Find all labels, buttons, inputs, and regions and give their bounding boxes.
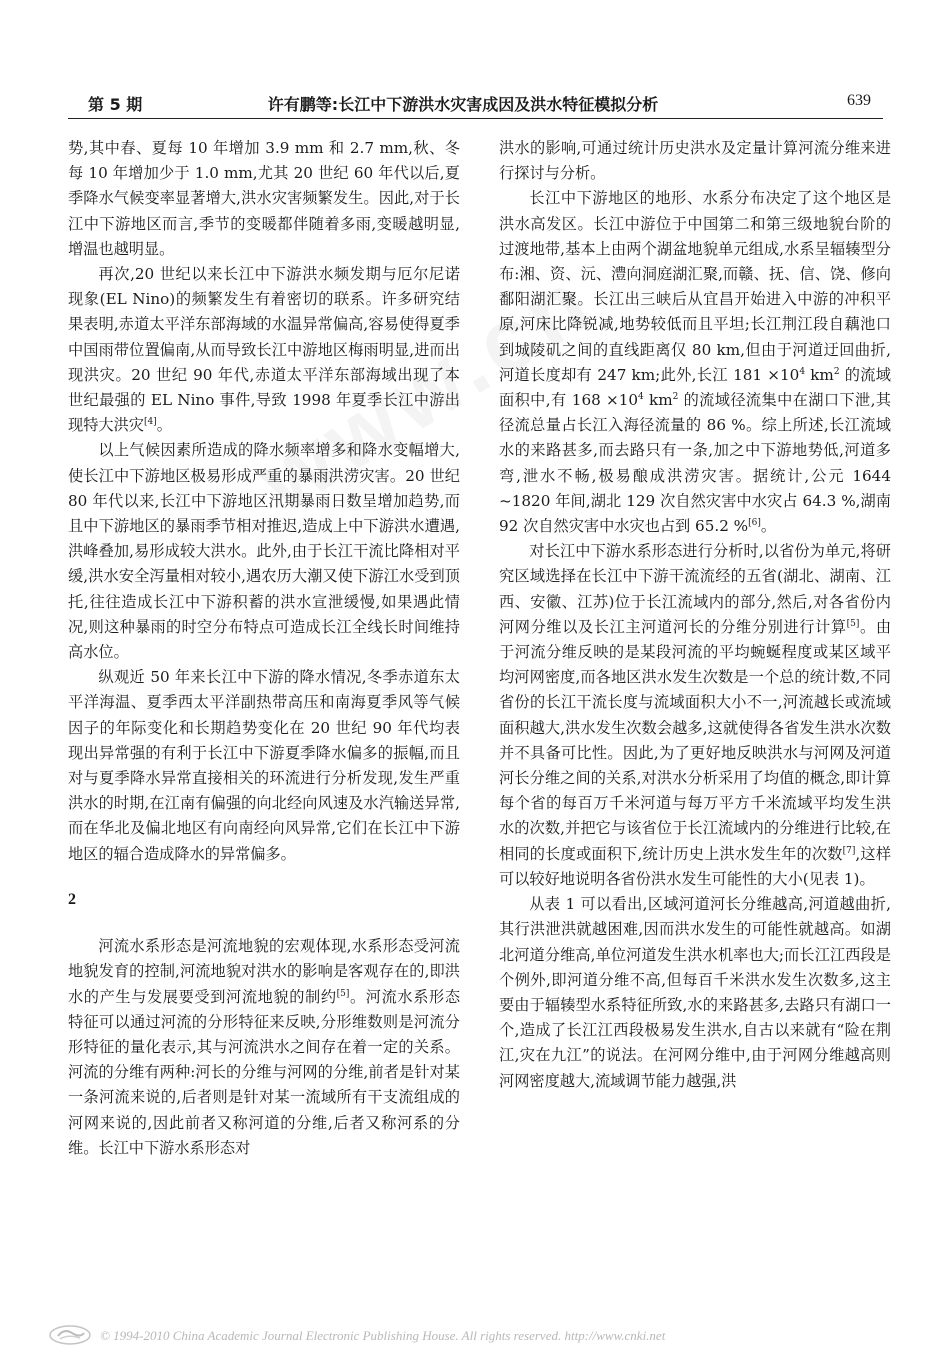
paragraph (499, 186, 891, 539)
paragraph (68, 934, 460, 1161)
paragraph-text: 河流水系形态是河流地貌的宏观体现,水系形态受河流地貌发育的控制,河流地貌对洪水的影响是客观存在的,即洪水的产生与发展要受到河流地貌的制约 (68, 937, 460, 1006)
superscript: 4 (799, 366, 806, 377)
right-column (499, 136, 891, 1094)
paragraph-text: km (805, 365, 834, 384)
header-rule (68, 118, 883, 119)
paragraph (499, 539, 891, 892)
citation-link[interactable]: [7] (842, 845, 856, 856)
paragraph-text: km (643, 391, 673, 410)
section-heading: 2 (68, 890, 76, 908)
paragraph: 势,其中春、夏每 10 年增加 3.9 mm 和 2.7 mm,秋、冬每 10 年增加少于 1.0 mm,尤其 20 世纪 60 年代以后,夏季降水气候变率显著增大,洪水灾害频繁发生。因此,对于长江中下游地区而言,季节的变暖都伴随着多雨,变暖越明显,增温也越明显。 (68, 139, 460, 258)
citation-link[interactable]: [5] (336, 988, 350, 999)
paragraph-text: 的流域径流集中在湖口下泄,其径流总量占长江入海径流量的 86 %。综上所述,长江流域水的来路甚多,而去路只有一条,加之中下游地势低,河道多弯,泄水不畅,极易酿成洪涝灾害。据统计,公元 1644 ~1820 年间,湖北 129 次自然灾害中水灾占 64.3 %,湖南 92 次自然灾害中水灾也占到 65.2 % (499, 391, 892, 536)
paragraph-text: 。 (156, 416, 172, 435)
paragraph: 从表 1 可以看出,区域河道河长分维越高,河道越曲折,其行洪泄洪就越困难,因而洪水发生的可能性就越高。如湖北河道分维高,单位河道发生洪水机率也大;而长江江西段是个例外,即河道分维不高,但每百千米洪水发生次数多,这主要由于辐辏型水系特征所致,水的来路甚多,去路只有湖口一个,造成了长江江西段极易发生洪水,自古以来就有“险在荆江,灾在九江”的说法。在河网分维中,由于河网分维越高则河网密度越大,流域调节能力越强,洪 (499, 895, 891, 1090)
page-header (68, 90, 883, 116)
paragraph: 以上气候因素所造成的降水频率增多和降水变幅增大,使长江中下游地区极易形成严重的暴雨洪涝灾害。20 世纪 80 年代以来,长江中下游地区汛期暴雨日数呈增加趋势,而且中下游地区的暴雨季节相对推迟,造成上中下游洪水遭遇,洪峰叠加,易形成较大洪水。此外,由于长江干流比降相对平缓,洪水安全泻量相对较小,遇农历大潮又使下游江水受到顶托,往往造成长江中下游积蓄的洪水宣泄缓慢,如果遇此情况,则这种暴雨的时空分布特点可造成长江全线长时间维持高水位。 (68, 441, 460, 662)
citation-link[interactable]: [5] (846, 618, 860, 629)
paragraph-text: 的流域面积中,有 168 ×10 (499, 365, 891, 410)
citation-link[interactable]: [4] (143, 417, 157, 428)
page-number: 639 (847, 92, 871, 109)
paragraph: 纵观近 50 年来长江中下游的降水情况,冬季赤道东太平洋海温、夏季西太平洋副热带高压和南海夏季风等气候因子的年际变化和长期趋势变化在 20 世纪 90 年代均表现出异常强的有利于长江中下游夏季降水偏多的振幅,而且对与夏季降水异常直接相关的环流进行分析发现,发生严重洪水的时期,在江南有偏强的向北经向风速及水汽输送异常,而在华北及偏北地区有向南经向风异常,它们在长江中下游地区的辐合造成降水的异常偏多。 (68, 668, 460, 863)
superscript: 2 (672, 391, 679, 402)
citation-link[interactable]: [6] (748, 517, 761, 528)
paragraph-text: 。河流水系形态特征可以通过河流的分形特征来反映,分形维数则是河流分形特征的量化表示,其与河流洪水之间存在着一定的关系。河流的分维有两种:河长的分维与河网的分维,前者是针对某一条河流来说的,后者则是针对某一流域所有干支流组成的河网来说的,因此前者又称河道的分维,后者又称河系的分维。长江中下游水系形态对 (68, 987, 461, 1157)
running-title: 许有鹏等:长江中下游洪水灾害成因及洪水特征模拟分析 (267, 95, 659, 114)
paragraph: 洪水的影响,可通过统计历史洪水及定量计算河流分维来进行探讨与分析。 (499, 139, 891, 183)
left-column (68, 136, 460, 1161)
paragraph-text: 长江中下游地区的地形、水系分布决定了这个地区是洪水高发区。长江中游位于中国第二和第三级地貌台阶的过渡地带,基本上由两个湖盆地貌单元组成,水系呈辐辏型分布:湘、资、沅、澧向洞庭湖汇聚,而赣、抚、信、饶、修向鄱阳湖汇聚。长江出三峡后从宜昌开始进入中游的冲积平原,河床比降锐减,地势较低而且平坦;长江荆江段自藕池口到城陵矶之间的直线距离仅 80 km,但由于河道迂回曲折,河道长度却有 247 km;此外,长江 181 ×10 (499, 189, 891, 384)
cajeph-logo-icon (48, 1324, 92, 1346)
paragraph-text: 。 (760, 517, 777, 536)
superscript: 4 (638, 391, 644, 402)
paragraph-text: 再次,20 世纪以来长江中下游洪水频发期与厄尔尼诺现象(EL Nino)的频繁发生有着密切的联系。许多研究结果表明,赤道太平洋东部海域的水温异常偏高,容易使得夏季中国雨带位置偏南,从而导致长江中游地区梅雨明显,进而出现洪灾。20 世纪 90 年代,赤道太平洋东部海域出现了本世纪最强的 EL Nino 事件,导致 1998 年夏季长江中游出现特大洪灾 (68, 265, 460, 435)
issue-number: 第 5 期 (88, 95, 143, 114)
paragraph-text: 对长江中下游水系形态进行分析时,以省份为单元,将研究区域选择在长江中下游干流流经的五省(湖北、湖南、江西、安徽、江苏)位于长江流域内的部分,然后,对各省份内河网分维以及长江主河道河长的分维分别进行计算 (499, 542, 891, 636)
copyright-notice: © 1994-2010 China Academic Journal Electronic Publishing House. All rights reserved. http://www.cnki.net (100, 1328, 666, 1343)
paragraph-text: 。由于河流分维反映的是某段河流的平均蜿蜒程度或某区域平均河网密度,而各地区洪水发生次数是一个总的统计数,不同省份的长江干流长度与流域面积大小不一,河流越长或流域面积越大,洪水发生次数会越多,这就使得各省发生洪水次数并不具备可比性。因此,为了更好地反映洪水与河网及河道河长分维之间的关系,对洪水分析采用了均值的概念,即计算每个省的每百万千米河道与每万平方千米流域平均发生洪水的次数,并把它与该省位于长江流域内的分维进行比较,在相同的长度或面积下,统计历史上洪水发生年的次数 (499, 617, 892, 863)
superscript: 2 (833, 366, 840, 377)
paragraph-text: ,这样可以较好地说明各省份洪水发生可能性的大小(见表 1)。 (499, 844, 892, 888)
page-footer (48, 1322, 908, 1352)
paragraph (68, 262, 460, 438)
